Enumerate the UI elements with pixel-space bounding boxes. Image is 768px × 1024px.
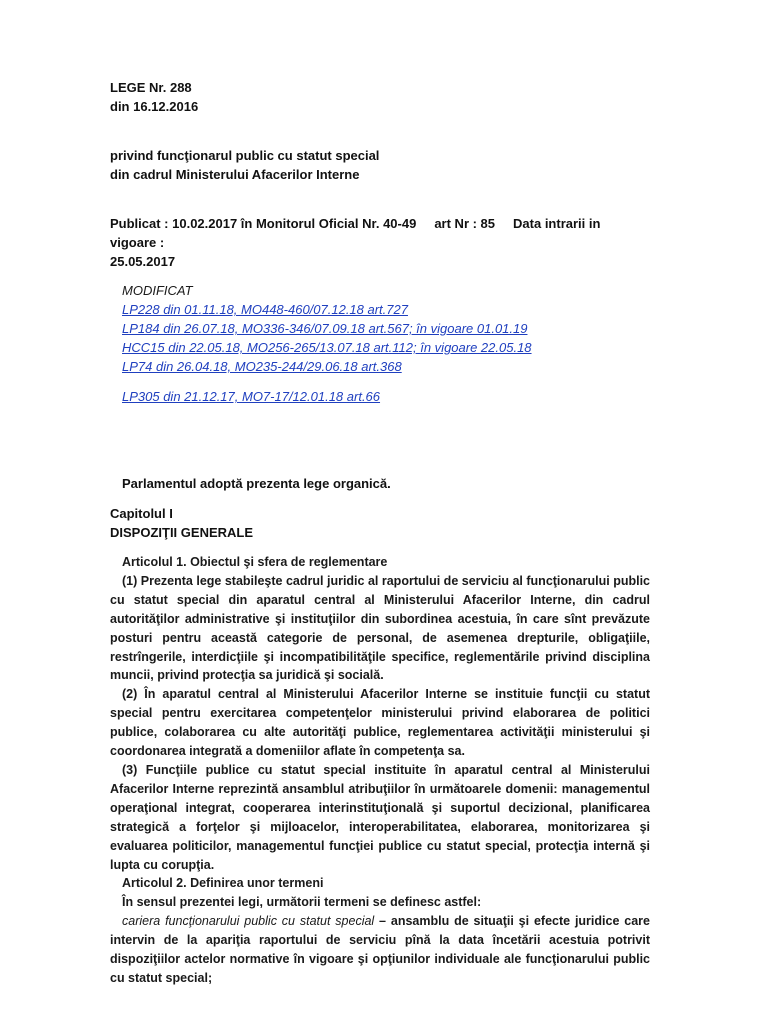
chapter-number: Capitolul I <box>110 506 173 521</box>
subject-line-2: din cadrul Ministerului Afacerilor Interne <box>110 167 360 182</box>
modifications-label: MODIFICAT <box>122 283 193 298</box>
law-body <box>110 553 650 988</box>
preamble: Parlamentul adoptă prezenta lege organică. <box>122 476 391 491</box>
defined-term: cariera funcţionarului public cu statut special <box>122 914 375 929</box>
chapter-heading <box>110 504 630 542</box>
modification-link[interactable]: LP228 din 01.11.18, MO448-460/07.12.18 art.727 <box>122 302 408 317</box>
article-1-paragraph-1: (1) Prezenta lege stabileşte cadrul juridic al raportului de serviciu al funcţionarului public cu statut special din aparatul central al Ministerului Afacerilor Interne, din cadrul autorităţilor administrative şi instituţiilor din subordinea acestuia, în care sînt prevăzute posturi pentru această categorie de personal, de asemenea drepturile, obligaţiile, restrîngerile, interdicţiile şi incompatibilităţile specifice, reglementările privind disciplina muncii, privind protecţia sa juridică şi socială. <box>110 573 650 683</box>
in-force-date: 25.05.2017 <box>110 254 176 269</box>
law-number: LEGE Nr. 288 <box>110 80 192 95</box>
in-force-label: Data intrarii in vigoare : <box>110 216 601 250</box>
modification-link[interactable]: LP305 din 21.12.17, MO7-17/12.01.18 art.66 <box>122 389 381 404</box>
modification-link[interactable]: HCC15 din 22.05.18, MO256-265/13.07.18 art.112; în vigoare 22.05.18 <box>122 340 532 355</box>
law-date: din 16.12.2016 <box>110 99 199 114</box>
article-1-paragraph-3: (3) Funcţiile publice cu statut special instituite în aparatul central al Ministerului Afacerilor Interne reprezintă ansamblul atribuţiilor în următoarele domenii: managementul operaţional integrat, cooperarea interinstituţională şi suportul decizional, planificarea strategică a forţelor şi mijloacelor, interoperabilitatea, elaborarea, monitorizarea şi evaluarea politicilor, managementul funcţiei publice cu statut special, protecţia internă şi lupta cu corupţia. <box>110 762 650 872</box>
article-1-paragraph-2: (2) În aparatul central al Ministerului Afacerilor Interne se instituie funcţii cu statut special pentru exercitarea competenţelor ministerului privind elaborarea de politici publice, colaborarea cu alte autorităţi publice, reglementarea activităţii ministerului şi coordonarea integrată a domeniilor aflate în competenţa sa. <box>110 687 650 759</box>
article-number: art Nr : 85 <box>434 216 496 231</box>
article-2-intro: În sensul prezentei legi, următorii termeni se definesc astfel: <box>122 895 482 910</box>
term-definition: – ansamblu de situaţii şi efecte juridice care intervin de la apariţia raportului de serviciu pînă la data încetării acestuia potrivit dispoziţiilor actelor normative în vigoare şi opţiunilor individuale ale funcţionarului public cu statut special; <box>110 914 650 985</box>
article-2-definition <box>110 912 650 988</box>
article-2-title: Articolul 2. Definirea unor termeni <box>122 876 324 891</box>
modifications-list <box>122 281 642 406</box>
modification-link[interactable]: LP74 din 26.04.18, MO235-244/29.06.18 art.368 <box>122 359 402 374</box>
law-subject <box>110 146 630 184</box>
subject-line-1: privind funcţionarul public cu statut special <box>110 148 380 163</box>
publication-info <box>110 214 650 271</box>
article-1-title: Articolul 1. Obiectul şi sfera de reglementare <box>122 555 388 569</box>
law-header <box>110 78 630 116</box>
chapter-title: DISPOZIŢII GENERALE <box>110 525 254 540</box>
modification-link[interactable]: LP184 din 26.07.18, MO336-346/07.09.18 art.567; în vigoare 01.01.19 <box>122 321 528 336</box>
published-text: Publicat : 10.02.2017 în Monitorul Oficial Nr. 40-49 <box>110 216 417 231</box>
